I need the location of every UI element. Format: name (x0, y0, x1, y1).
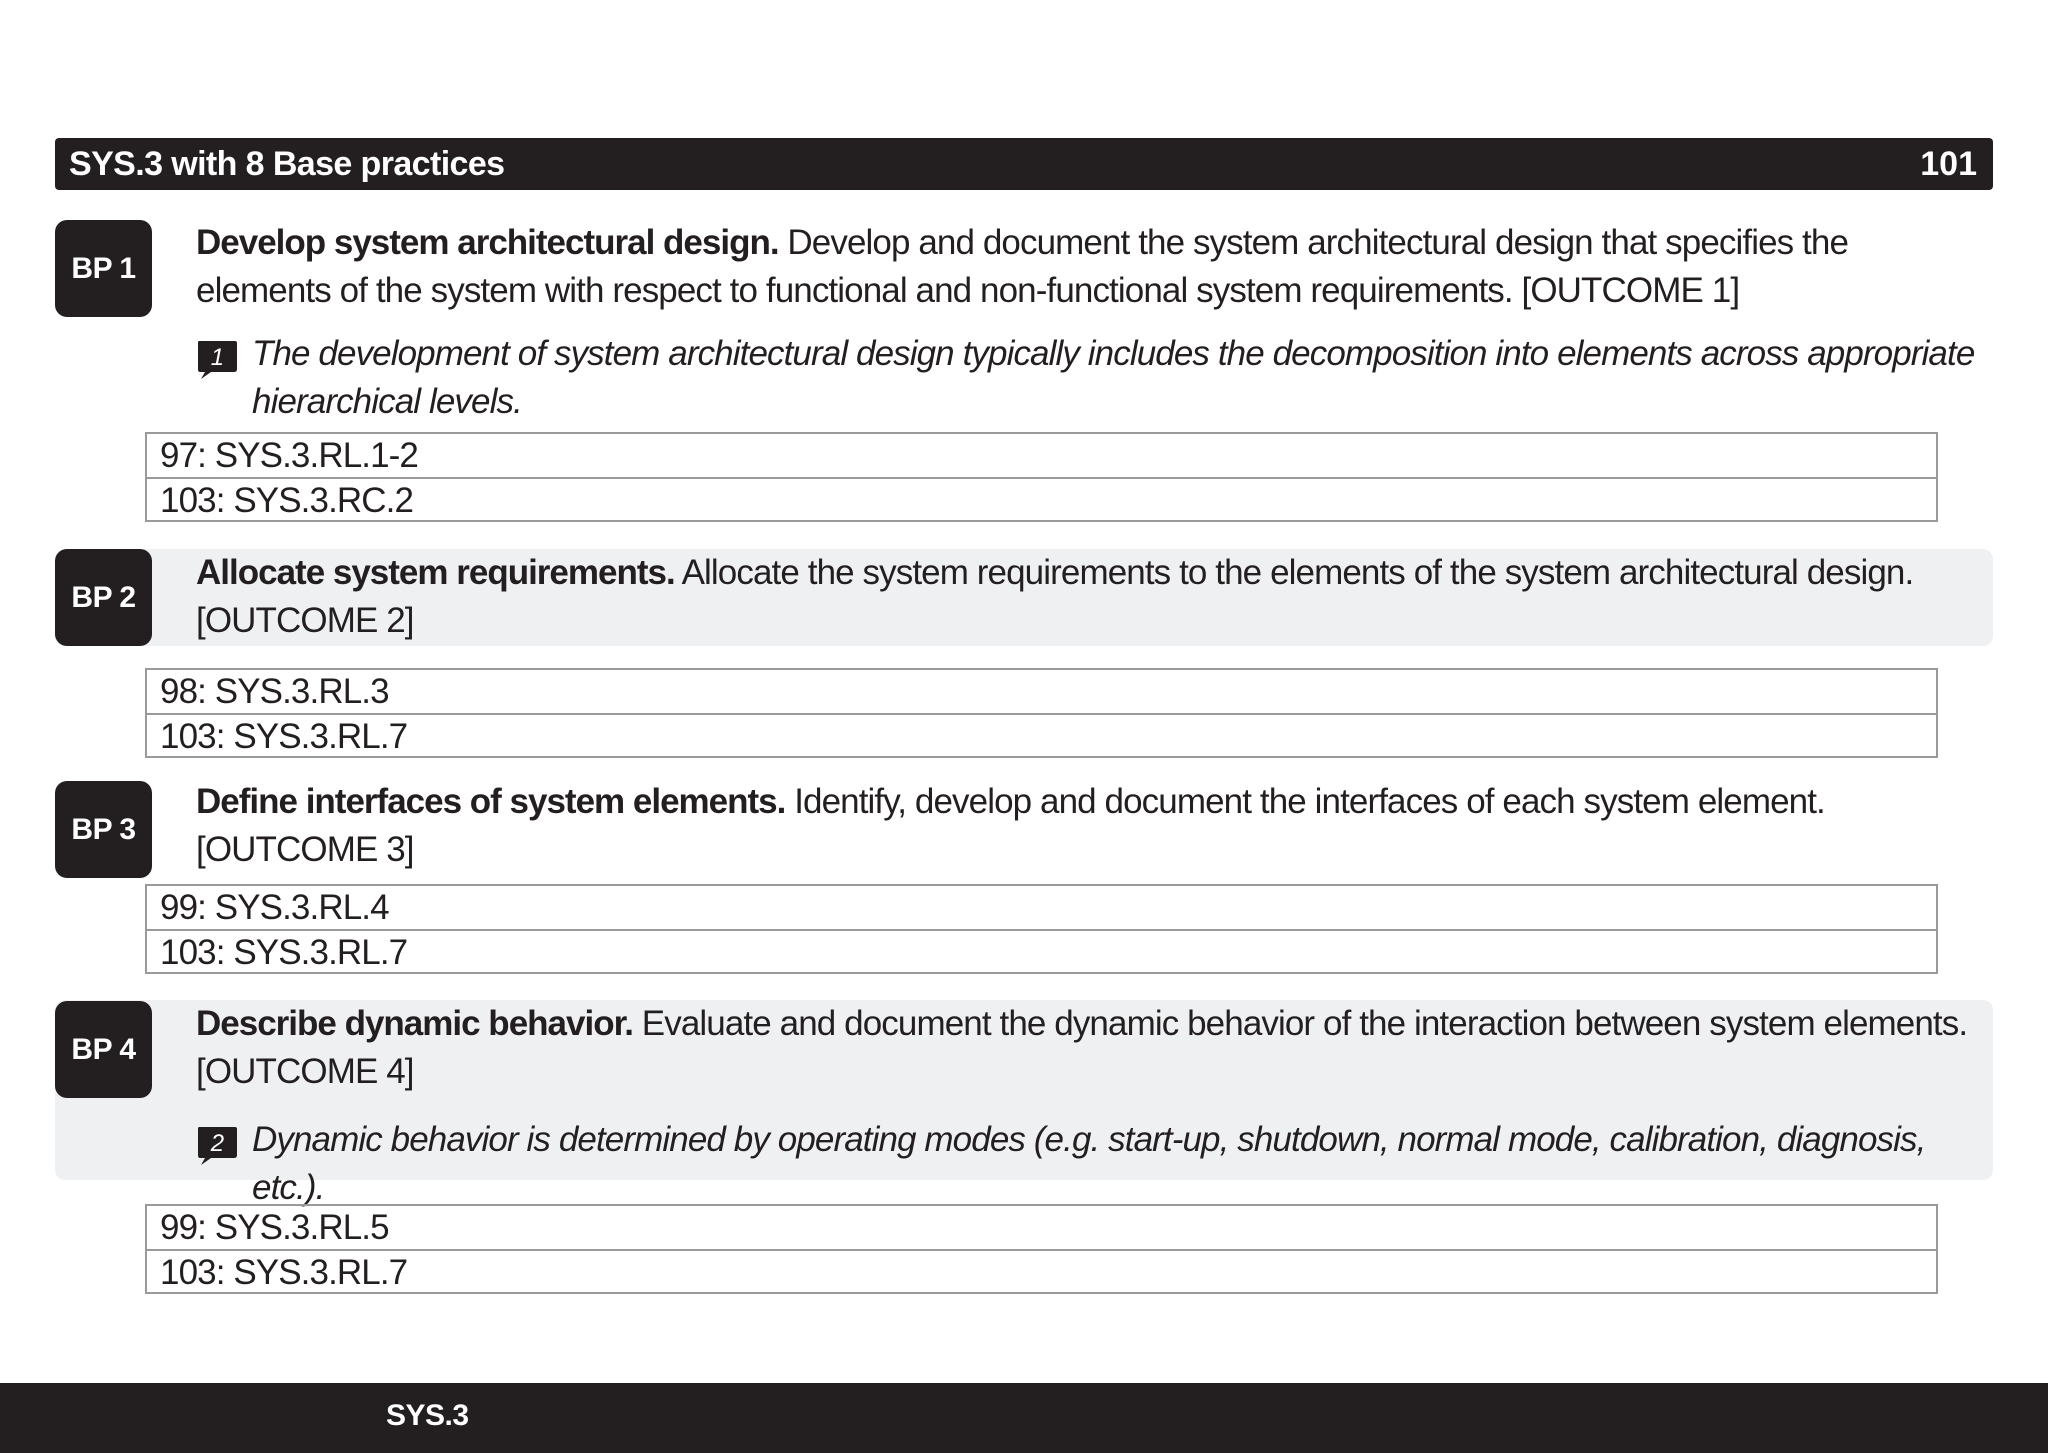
note-bubble-icon (196, 1125, 238, 1167)
bp-description (196, 219, 1986, 315)
reference-table (145, 884, 1938, 974)
reference-row: 103: SYS.3.RL.7 (147, 713, 1936, 756)
footer-label: SYS.3 (386, 1399, 469, 1432)
bp-body: Allocate the system requirements to the elements of the system architectural design. [OUTCOME 2] (196, 553, 1914, 640)
reference-row: 98: SYS.3.RL.3 (160, 672, 389, 711)
note-bubble-icon (196, 339, 238, 381)
section-header (55, 138, 1993, 190)
footer-bar (0, 1383, 2048, 1453)
bp-title: Develop system architectural design. (196, 223, 779, 262)
bp-description (196, 778, 1986, 874)
bp-badge: BP 3 (55, 781, 152, 878)
bp-title: Define interfaces of system elements. (196, 782, 786, 821)
bp-body: Evaluate and document the dynamic behavior of the interaction between system elements. [OUTCOME 4] (196, 1004, 1968, 1091)
reference-table (145, 432, 1938, 522)
reference-table (145, 668, 1938, 758)
bp-title: Describe dynamic behavior. (196, 1004, 633, 1043)
note-text: Dynamic behavior is determined by operating modes (e.g. start-up, shutdown, normal mode, calibration, diagnosis, etc.). (252, 1120, 1926, 1207)
note-number: 2 (210, 1130, 224, 1157)
reference-table (145, 1204, 1938, 1294)
section-title: SYS.3 with 8 Base practices (69, 144, 505, 183)
bp-description (196, 1000, 1986, 1096)
bp-badge: BP 1 (55, 220, 152, 317)
reference-row: 103: SYS.3.RL.7 (147, 1249, 1936, 1292)
reference-row: 103: SYS.3.RC.2 (147, 477, 1936, 520)
note-text: The development of system architectural design typically includes the decomposition into elements across appropriate hierarchical levels. (252, 334, 1975, 421)
page-number: 101 (1920, 144, 1977, 183)
bp-badge: BP 2 (55, 549, 152, 646)
bp-description (196, 549, 1986, 645)
bp-body: Develop and document the system architectural design that specifies the elements of the system with respect to functional and non-functional system requirements. [OUTCOME 1] (196, 223, 1849, 310)
reference-row: 103: SYS.3.RL.7 (147, 929, 1936, 972)
reference-row: 97: SYS.3.RL.1-2 (160, 436, 418, 475)
reference-row: 99: SYS.3.RL.4 (160, 888, 389, 927)
reference-row: 99: SYS.3.RL.5 (160, 1208, 389, 1247)
note-number: 1 (210, 344, 224, 371)
bp-title: Allocate system requirements. (196, 553, 675, 592)
bp-body: Identify, develop and document the interfaces of each system element. [OUTCOME 3] (196, 782, 1825, 869)
bp-badge: BP 4 (55, 1001, 152, 1098)
